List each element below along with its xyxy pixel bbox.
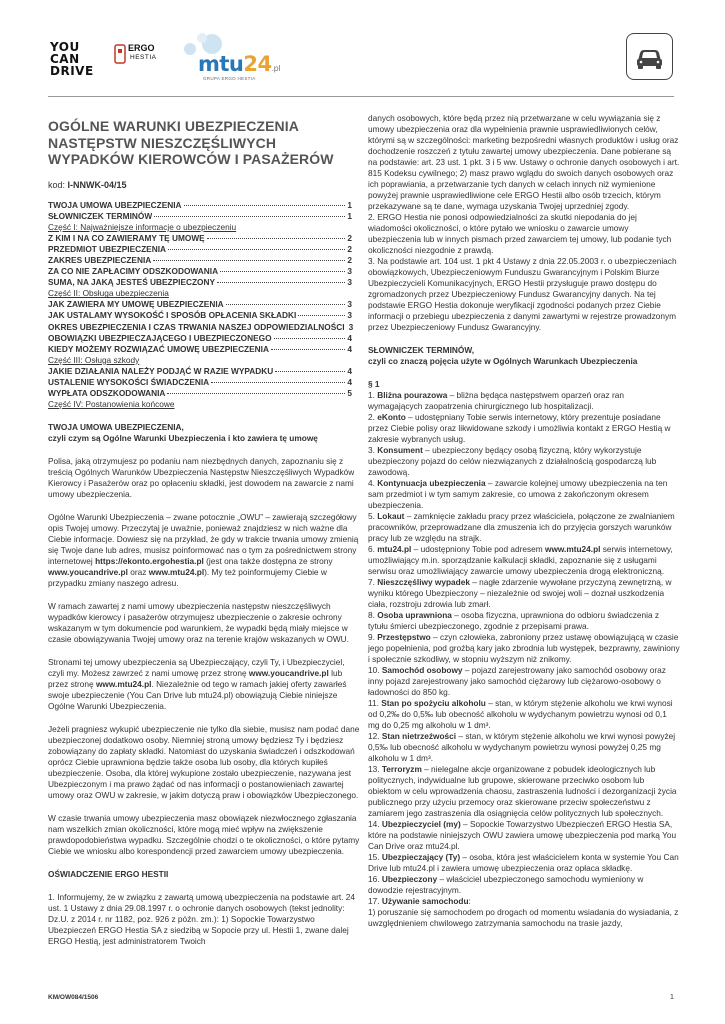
definition-item (368, 764, 680, 819)
definition-item (368, 577, 680, 610)
toc-entry-label[interactable]: SUMA, NA JAKĄ JESTEŚ UBEZPIECZONY (48, 277, 216, 288)
section-subheading-slowniczek: czyli co znaczą pojęcia użyte w Ogólnych Warunkach Ubezpieczenia (368, 356, 638, 366)
mtu24-link[interactable]: www.mtu24.pl (95, 679, 152, 690)
definition-number: 13. (368, 764, 380, 774)
definition-number: 7. (368, 577, 375, 587)
definition-text: – Sopockie Towarzystwo Ubezpieczeń ERGO Hestia SA, które na podstawie niniejszych OWU zawiera umowę ubezpieczenia pod marką You Can Drive oraz mtu24.pl. (368, 819, 677, 851)
toc-part-heading[interactable] (48, 399, 352, 410)
toc-entry[interactable] (48, 299, 352, 310)
toc-entry-label[interactable]: ZAKRES UBEZPIECZENIA (48, 254, 152, 265)
definition-item (368, 412, 680, 445)
toc-entry-label[interactable]: JAK ZAWIERA MY UMOWĘ UBEZPIECZENIA (48, 299, 224, 310)
definition-text: – bliżna będąca następstwem oparzeń oraz ran wymagających zaopatrzenia chirurgicznego lub hospitalizacji. (368, 390, 624, 411)
toc-part-label[interactable]: Część III: Osługa szkody (48, 354, 140, 365)
youcandrive-link[interactable]: www.youcandrive.pl (48, 567, 128, 578)
toc-entry-label[interactable]: KIEDY MOŻEMY ROZWIĄZAĆ UMOWĘ UBEZPIECZENIA (48, 343, 269, 354)
toc-entry[interactable] (48, 377, 352, 388)
toc-entry[interactable] (48, 255, 352, 266)
toc-entry[interactable] (48, 211, 352, 222)
definition-text: – osoba, która jest właścicielem konta w systemie You Can Drive lub mtu24.pl i zawiera umowę ubezpieczenia oraz opłaca składkę. (368, 852, 679, 873)
paragraph-sign: § 1 (368, 379, 380, 389)
definition-item (368, 698, 680, 731)
definition-term: eKonto (377, 412, 406, 422)
mtu-subtitle: GRUPA ERGO HESTIA (203, 76, 256, 81)
definition-term: mtu24.pl (377, 544, 412, 554)
toc-entry-label[interactable]: OBOWIĄZKI UBEZPIECZAJĄCEGO I UBEZPIECZONEGO (48, 332, 272, 343)
toc-leader-dots (168, 249, 345, 250)
toc-entry-label[interactable]: JAKIE DZIAŁANIA NALEŻY PODJĄĆ W RAZIE WYPADKU (48, 365, 274, 376)
definition-item (368, 665, 680, 698)
toc-leader-dots (220, 271, 345, 272)
definition-term: Nieszczęśliwy wypadek (377, 577, 470, 587)
footer-document-code: KM/OW084/1506 (48, 994, 99, 1001)
paragraph: danych osobowych, które będą przez nią przetwarzane w celu wywiązania się z umowy ubezpieczenia oraz dla wypełnienia prawnie usprawiedliwionych celów, którymi są w szczególności: marketing bezpośredni własnych produktów i usług oraz dochodzenie roszczeń z tytułu zawartej umowy ubezpieczenia. Dane pobierane są na podstawie: art. 23 ust. 1 pkt. 3 i 5 ww. Ustawy o ochronie danych osobowych i art. 815 Kodeksu cywilnego; 2) masz prawo wglądu do swoich danych osobowych oraz ich poprawiania, a przetwarzanie tych danych w celach innych niż wymienione powyżej prawnie usprawiedliwione cele ERGO Hestii albo osób trzecich, którym przekazywane są te dane, wymaga uzyskania Twojej uprzedniej zgody. (368, 113, 680, 211)
ekonto-link[interactable]: https://ekonto.ergohestia.pl (95, 556, 204, 567)
toc-entry-label[interactable]: JAK USTALAMY WYSOKOŚĆ I SPOSÓB OPŁACENIA SKŁADKI (48, 310, 297, 321)
toc-entry[interactable] (48, 200, 352, 211)
toc-page-number: 3 (347, 310, 352, 321)
toc-leader-dots (274, 338, 346, 339)
definition-number: 4. (368, 478, 375, 488)
definition-text: – udostępniany Tobie serwis internetowy, który prezentuje posiadane przez Ciebie polisy oraz likwidowane szkody i umożliwia kontakt z ERGO Hestią w zakresie wybranych usług. (368, 412, 671, 444)
section-subheading-umowa: czyli czym są Ogólne Warunki Ubezpieczenia i kto zawiera tę umowę (48, 433, 318, 444)
definition-number: 12. (368, 731, 380, 741)
toc-page-number: 4 (347, 343, 352, 354)
ergo-mark-icon (114, 44, 126, 64)
toc-leader-dots (184, 205, 346, 206)
toc-entry-label[interactable]: TWOJA UMOWA UBEZPIECZENIA (48, 199, 182, 210)
toc-entry-label[interactable]: PRZEDMIOT UBEZPIECZENIA (48, 243, 167, 254)
ergo-logo-text: ERGO (128, 43, 155, 53)
paragraph: Polisa, jaką otrzymujesz po podaniu nam niezbędnych danych, zapoznaniu się z treścią Ogólnych Warunków Ubezpieczenia Następstw Nieszczęśliwych Wypadków Kierowcy i Pasażerów oraz po opłaceniu składki, jest dowodem na zawarcie z nami umowy ubezpieczenia. (48, 456, 355, 500)
toc-part-label[interactable]: Część I: Najważniejsze informacje o ubezpieczeniu (48, 221, 237, 232)
toc-page-number: 2 (347, 254, 352, 265)
page-number: 1 (670, 994, 674, 1001)
definition-item (368, 819, 680, 852)
you-can-drive-logo (50, 42, 190, 82)
definition-text: – nielegalne akcje organizowane z pobudek ideologicznych lub politycznych, indywidualne lub grupowe, skierowane przeciwko osobom lub obiektom w celu wprowadzenia chaosu, zastraszenia ludności i dezorganizacji życia publicznego przy użyciu przemocy oraz skierowane przeciw społeczeństwu z zamiarem jego zastraszenia dla osiągnięcia celów politycznych lub społecznych. (368, 764, 677, 818)
youcandrive-link[interactable]: www.youcandrive.pl (248, 668, 329, 679)
table-of-contents (48, 200, 352, 411)
definition-number: 17. (368, 896, 380, 906)
toc-part-label[interactable]: Część II: Obsługa ubezpieczenia (48, 288, 169, 299)
definition-term: Samochód osobowy (381, 665, 463, 675)
definition-number: 5. (368, 511, 375, 521)
paragraph: W ramach zawartej z nami umowy ubezpieczenia następstw nieszczęśliwych wypadków kierowcy i pasażerów otrzymujesz ubezpieczenie o zakresie ochrony wskazanym w tym dokumencie pod warunkiem, że wypadki będą miały miejsce w czasie obowiązywania Twojej umowy oraz na terenie krajów wskazanych w OWU. (48, 601, 349, 645)
definition-text: – stan, w którym stężenie alkoholu we krwi wynosi powyżej 0,5‰ lub obecność alkoholu w wydychanym powietrzu wynosi powyżej 0,25 mg alkoholu w 1 dm³. (368, 731, 676, 763)
toc-page-number: 3 (347, 299, 352, 310)
toc-page-number: 4 (347, 365, 352, 376)
toc-page-number: 5 (347, 388, 352, 399)
definition-item (368, 544, 680, 577)
toc-entry-label[interactable]: WYPŁATA ODSZKODOWANIA (48, 388, 166, 399)
hestia-logo-text: HESTIA (130, 54, 157, 61)
definition-number: 16. (368, 874, 380, 884)
paragraph: 1) poruszanie się samochodem po drogach od momentu wsiadania do wysiadania, z uwzględnieniem chwilowego zatrzymania samochodu na trasie jazdy, (368, 907, 679, 928)
definition-text: – czyn człowieka, zabroniony przez ustawę obowiązującą w czasie jego popełnienia, pod groźbą kary jako zbrodnia lub występek, bezprawny, zawiniony i społecznie szkodliwy, w stopniu wyższym niż znikomy. (368, 632, 680, 664)
toc-entry-label[interactable]: SŁOWNICZEK TERMINÓW (48, 210, 153, 221)
toc-entry[interactable] (48, 310, 352, 321)
toc-entry[interactable] (48, 388, 352, 399)
definition-number: 11. (368, 698, 379, 708)
toc-entry-label[interactable]: USTALENIE WYSOKOŚCI ŚWIADCZENIA (48, 377, 210, 387)
definition-term: Ubezpieczyciel (my) (381, 819, 461, 829)
toc-entry[interactable] (48, 277, 352, 288)
toc-entry[interactable] (48, 333, 352, 344)
definition-text: – zamknięcie zakładu pracy przez właściciela, połączone ze zwalnianiem pracowników, przeprowadzane dla zmuszenia ich do przyjęcia gorszych warunków pracy lub ze względu na strajk. (368, 511, 675, 543)
toc-entry-label[interactable]: OKRES UBEZPIECZENIA I CZAS TRWANIA NASZEJ ODPOWIEDZIALNOŚCI (48, 321, 345, 332)
definition-number: 6. (368, 544, 375, 554)
paragraph: Ogólne Warunki Ubezpieczenia – zwane potocznie „OWU” – zawierają szczegółowy opis Twojej umowy. Przeczytaj je uważnie, ponieważ znajdziesz w nich ważne dla Ciebie informacje. Dowiesz się na przykład, że gdy w trakcie trwania umowy zmienią się Twoje dane lub adres, musisz poinformować nas o tym za pośrednictwem strony internetowej https://ekonto.ergohestia.pl (jest ona także dostępna ze strony www.youcandrive.pl oraz www.mtu24.pl). My też poinformujemy Ciebie w przypadku zmiany naszego adresu. (48, 512, 359, 589)
toc-page-number: 2 (347, 243, 352, 254)
logo-word-can: CAN (50, 52, 80, 66)
definition-term: Używanie samochodu (381, 896, 469, 906)
definition-item (368, 896, 680, 907)
definition-number: 2. (368, 412, 375, 422)
left-column (48, 112, 361, 947)
definition-text: – pojazd zarejestrowany jako samochód osobowy oraz inny pojazd zarejestrowany jako samochód ciężarowy lub ciężarowo-osobowy o ładowności do 850 kg. (368, 665, 666, 697)
document-title: OGÓLNE WARUNKI UBEZPIECZENIA NASTĘPSTW NIESZCZĘŚLIWYCH WYPADKÓW KIEROWCÓW I PASAŻERÓW (48, 118, 334, 167)
section-heading-umowa: TWOJA UMOWA UBEZPIECZENIA, (48, 422, 184, 433)
section-heading-slowniczek: SŁOWNICZEK TERMINÓW, (368, 345, 475, 355)
toc-part-label[interactable]: Część IV: Postanowienia końcowe (48, 399, 175, 410)
definition-item (368, 610, 680, 632)
definition-item (368, 445, 680, 478)
paragraph: 3. Na podstawie art. 104 ust. 1 pkt 4 Ustawy z dnia 22.05.2003 r. o ubezpieczeniach obowiązkowych, Ubezpieczeniowym Funduszu Gwarancyjnym i Polskim Biurze Ubezpieczycieli Komunikacyjnych, ERGO Hestii przysługuje prawo dostępu do zgromadzonych przez Ubezpieczeniowy Fundusz Gwarancyjny danych. Na tej podstawie ERGO Hestia dokonuje weryfikacji zgodności podanych przez Ciebie informacji o przebiegu ubezpieczenia z danymi zawartymi w rejestrze prowadzonym przez Ubezpieczeniowy Fundusz Gwarancyjny. (368, 256, 677, 332)
definition-term: Przestępstwo (377, 632, 431, 642)
paragraph: Stronami tej umowy ubezpieczenia są Ubezpieczający, czyli Ty, i Ubezpieczyciel, czyli my. Możesz zawrzeć z nami umowę przez stronę www.youcandrive.pl lub przez stronę www.mtu24.pl. Niezależnie od tego w ramach jakiej oferty zawarłeś swoje ubezpieczenie (You Can Drive lub mtu24.pl) obowiązują Ciebie niniejsze Ogólne Warunki Ubezpieczenia. (48, 657, 347, 712)
toc-entry[interactable] (48, 344, 352, 355)
definition-item (368, 731, 680, 764)
definition-text: – właściciel ubezpieczonego samochodu wymieniony w dowodzie rejestracyjnym. (368, 874, 644, 895)
definition-number: 15. (368, 852, 380, 862)
toc-page-number: 4 (347, 377, 352, 387)
paragraph: 2. ERGO Hestia nie ponosi odpowiedzialności za skutki niepodania do jej wiadomości okoliczności, o które pytało we wniosku o zawarcie umowy ubezpieczenia lub w innych pismach przed zawarciem tej umowy, lub podanie tych okoliczności niezgodnie z prawdą. (368, 212, 672, 255)
header-divider (48, 96, 674, 97)
definition-text: – stan, w którym stężenie alkoholu we krwi wynosi od 0,2‰ do 0,5‰ lub obecność alkoholu w wydychanym powietrzu wynosi od 0,1 mg do 0,25 mg alkoholu w 1 dm³. (368, 698, 673, 730)
definition-term: Ubezpieczający (Ty) (381, 852, 461, 862)
definition-term: Terroryzm (381, 764, 422, 774)
car-icon (626, 33, 673, 80)
definition-item (368, 511, 680, 544)
toc-part-heading[interactable] (48, 288, 352, 299)
definition-text: serwis internetowy, umożliwiający m.in. sporządzanie kalkulacji składki, zapoznanie się z usługami serwisu oraz umożliwiający zawarcie umowy ubezpieczenia drogą elektroniczną. (368, 544, 673, 576)
definition-number: 14. (368, 819, 380, 829)
definition-text: – udostępniony Tobie pod adresem (411, 544, 545, 554)
toc-page-number: 1 (347, 210, 352, 221)
toc-entry[interactable] (48, 266, 352, 277)
definition-term: Stan po spożyciu alkoholu (381, 698, 486, 708)
toc-leader-dots (207, 238, 346, 239)
definition-term: Lokaut (377, 511, 405, 521)
toc-leader-dots (226, 304, 346, 305)
toc-page-number: 3 (347, 266, 352, 277)
definition-number: 8. (368, 610, 375, 620)
toc-leader-dots (153, 260, 345, 261)
logo-word-drive: DRIVE (50, 64, 94, 78)
toc-page-number: 1 (347, 199, 352, 210)
mtu24-logo (180, 32, 280, 82)
toc-page-number: 2 (347, 232, 352, 243)
definition-number: 9. (368, 632, 375, 642)
toc-entry-label[interactable]: Z KIM I NA CO ZAWIERAMY TĘ UMOWĘ (48, 232, 205, 243)
toc-leader-dots (167, 393, 345, 394)
document-code: kod: I-NNWK-04/15 (48, 179, 127, 190)
toc-entry[interactable] (48, 244, 352, 255)
definition-item (368, 390, 680, 412)
definition-text: : (468, 896, 471, 906)
toc-page-number: 3 (347, 277, 352, 288)
definition-number: 10. (368, 665, 380, 675)
definition-item (368, 478, 680, 511)
definition-text: – osoba fizyczna, uprawniona do odbioru świadczenia z tytułu śmierci ubezpieczonego, zgodnie z przepisami prawa. (368, 610, 660, 631)
toc-page-number: 4 (347, 332, 352, 343)
toc-part-heading[interactable] (48, 222, 352, 233)
toc-leader-dots (275, 371, 345, 372)
toc-entry[interactable] (48, 366, 352, 377)
toc-page-number: 3 (348, 321, 354, 332)
toc-leader-dots (211, 382, 345, 383)
definition-link[interactable]: www.mtu24.pl (544, 544, 601, 554)
definition-text: – ubezpieczony będący osobą fizyczną, który wykorzystuje ubezpieczony pojazd do celów niezwiązanych z działalnością gospodarczą lub zawodową. (368, 445, 657, 477)
toc-entry-label[interactable]: ZA CO NIE ZAPŁACIMY ODSZKODOWANIA (48, 266, 219, 277)
definition-item (368, 632, 680, 665)
definition-term: Ubezpieczony (381, 874, 438, 884)
definition-item (368, 852, 680, 874)
definition-text: – zawarcie kolejnej umowy ubezpieczenia na ten sam przedmiot i w tym samym zakresie, co umowa z zakończonym okresem ubezpieczenia. (368, 478, 668, 510)
paragraph: Jeżeli pragniesz wykupić ubezpieczenie nie tylko dla siebie, musisz nam podać dane ubezpieczonej dodatkowo osoby. Niemniej stroną umowy będziesz Ty i będziesz zobowiązany do zapłaty składki. Natomiast do uzyskania świadczeń i odszkodowań oprócz Ciebie uprawniona będzie także osoba lub osoby, dla których kupiłeś ubezpieczenie. Osoba, dla której wykupione zostało ubezpieczenie, nazywana jest Ubezpieczonym i ma prawo żądać od nas informacji o postanowieniach zawartej umowy oraz OWU w zakresie, w jakim dotyczą praw i obowiązków Ubezpieczonego. (48, 724, 360, 801)
definition-number: 3. (368, 445, 375, 455)
definition-term: Osoba uprawniona (377, 610, 452, 620)
definition-term: Stan nietrzeźwości (381, 731, 457, 741)
section-heading-oswiadczenie: OŚWIADCZENIE ERGO HESTII (48, 869, 169, 880)
paragraph: W czasie trwania umowy ubezpieczenia masz obowiązek niezwłocznego zgłaszania nam wszelkich zmian okoliczności, które mogą mieć wpływ na zwiększenie prawdopodobieństwa wypadku. Szczególnie chodzi o te okoliczności, o które pytamy Ciebie we wniosku albo korespondencji przed zawarciem umowy ubezpieczenia. (48, 813, 360, 857)
mtu-wordmark: mtu24.pl (198, 52, 280, 76)
logo-word-you: YOU (50, 40, 80, 54)
toc-part-heading[interactable] (48, 355, 352, 366)
definition-number: 1. (368, 390, 375, 400)
definition-text: – nagłe zdarzenie wywołane przyczyną zewnętrzną, w wyniku którego Ubezpieczony – niezależnie od swojej woli – doznał uszkodzenia ciała, rozstroju zdrowia lub zmarł. (368, 577, 672, 609)
toc-entry[interactable] (48, 233, 352, 244)
mtu24-link[interactable]: www.mtu24.pl (148, 567, 205, 578)
toc-leader-dots (271, 349, 345, 350)
toc-leader-dots (298, 315, 345, 316)
toc-leader-dots (217, 282, 345, 283)
right-column (368, 113, 680, 929)
paragraph: 1. Informujemy, że w związku z zawartą umową ubezpieczenia na podstawie art. 24 ust. 1 Ustawy z dnia 29.08.1997 r. o ochronie danych osobowych (tekst jednolity: Dz.U. z 2014 r. nr 1182, poz. 926 z późn. zm.): 1) Sopockie Towarzystwo Ubezpieczeń ERGO Hestia SA z siedzibą w Sopocie przy ul. Hestii 1, zwane dalej ERGO Hestią, jest administratorem Twoich (48, 892, 355, 947)
definitions-list (368, 390, 680, 907)
definition-term: Konsument (377, 445, 423, 455)
definition-term: Kontynuacja ubezpieczenia (377, 478, 486, 488)
toc-entry[interactable] (48, 322, 352, 333)
definition-item (368, 874, 680, 896)
toc-leader-dots (154, 216, 345, 217)
definition-term: Bliżna pourazowa (377, 390, 448, 400)
